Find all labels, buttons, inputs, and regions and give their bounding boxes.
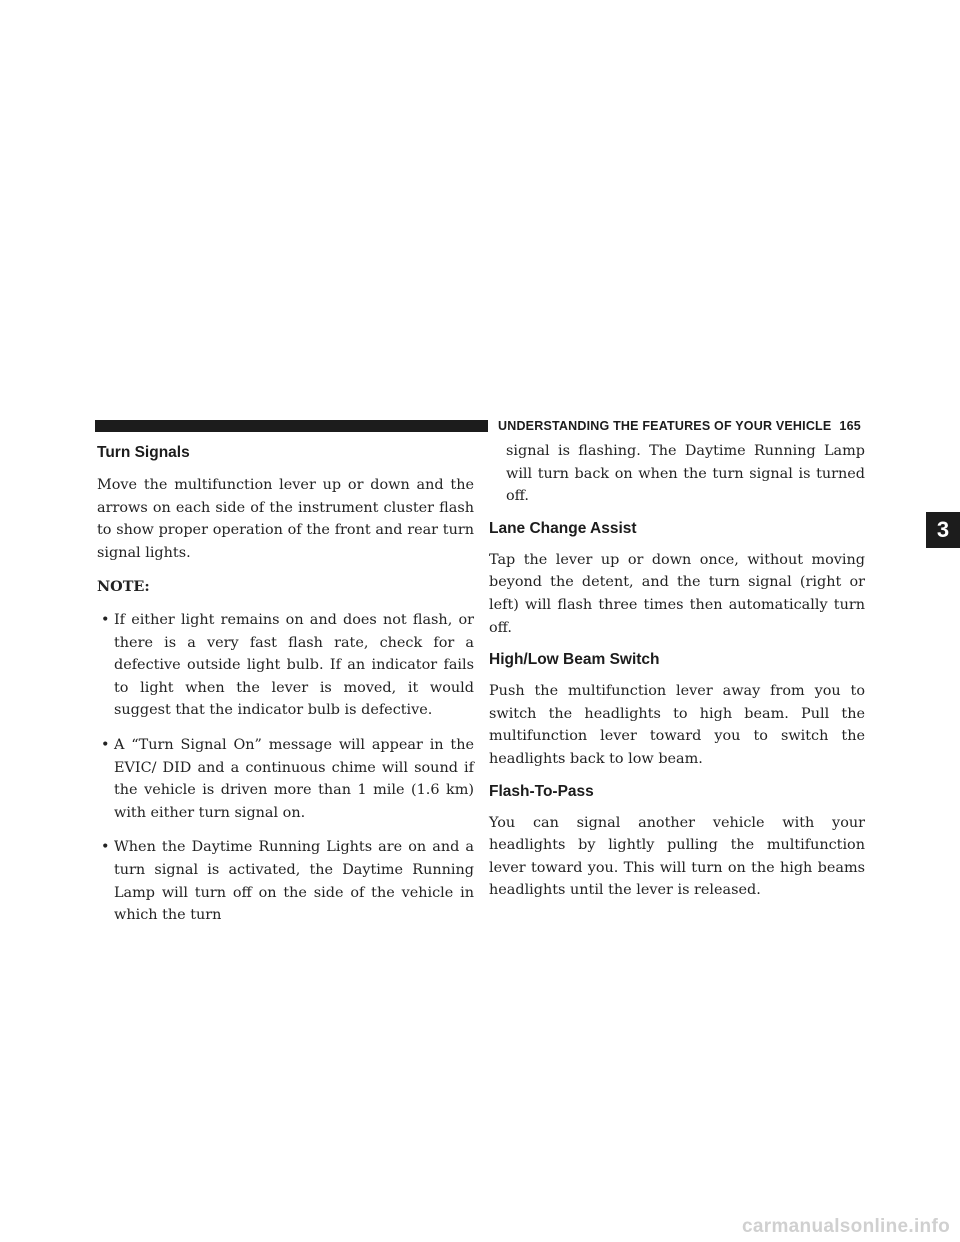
right-column bbox=[489, 440, 865, 902]
header-rule bbox=[95, 420, 488, 432]
turn-signals-intro: Move the multifunction lever up or down and the arrows on each side of the instrument cluster flash to show proper operation of the front and rear turn signal lights. bbox=[97, 477, 474, 561]
left-column bbox=[97, 440, 474, 927]
note-item: • If either light remains on and does not flash, or there is a very fast flash rate, check for a defective outside light bulb. If an indicator fails to light when the lever is moved, it would suggest that the indicator bulb is defective. bbox=[97, 609, 474, 722]
heading-high-low-beam: High/Low Beam Switch bbox=[489, 651, 660, 669]
heading-turn-signals: Turn Signals bbox=[97, 444, 190, 461]
watermark: carmanualsonline.info bbox=[742, 1216, 950, 1237]
heading-flash-to-pass: Flash-To-Pass bbox=[489, 782, 594, 800]
high-low-beam-body: Push the multifunction lever away from you to switch the headlights to high beam. Pull the multifunction lever toward you to switch the headlights back to low beam. bbox=[489, 683, 865, 767]
bullet-icon: • bbox=[101, 839, 110, 856]
section-header bbox=[498, 418, 861, 434]
bullet-icon: • bbox=[101, 611, 110, 628]
chapter-tab: 3 bbox=[926, 512, 960, 548]
note-list bbox=[97, 609, 474, 927]
page-number: 165 bbox=[839, 419, 861, 433]
note-label: NOTE: bbox=[97, 578, 150, 596]
bullet-continuation: signal is flashing. The Daytime Running Lamp will turn back on when the turn signal is turned off. bbox=[506, 443, 865, 505]
note-item: • A “Turn Signal On” message will appear in the EVIC/ DID and a continuous chime will sound if the vehicle is driven more than 1 mile (1.6 km) with either turn signal on. bbox=[97, 734, 474, 824]
bullet-icon: • bbox=[101, 736, 110, 753]
flash-to-pass-body: You can signal another vehicle with your headlights by lightly pulling the multifunction lever toward you. This will turn on the high beams headlights until the lever is released. bbox=[489, 814, 865, 899]
section-title: UNDERSTANDING THE FEATURES OF YOUR VEHICLE bbox=[498, 419, 832, 433]
note-item: • When the Daytime Running Lights are on and a turn signal is activated, the Daytime Running Lamp will turn off on the side of the vehicle in which the turn bbox=[97, 836, 474, 926]
lane-change-assist-body: Tap the lever up or down once, without moving beyond the detent, and the turn signal (right or left) will flash three times then automatically turn off. bbox=[489, 551, 865, 636]
heading-lane-change-assist: Lane Change Assist bbox=[489, 519, 637, 537]
